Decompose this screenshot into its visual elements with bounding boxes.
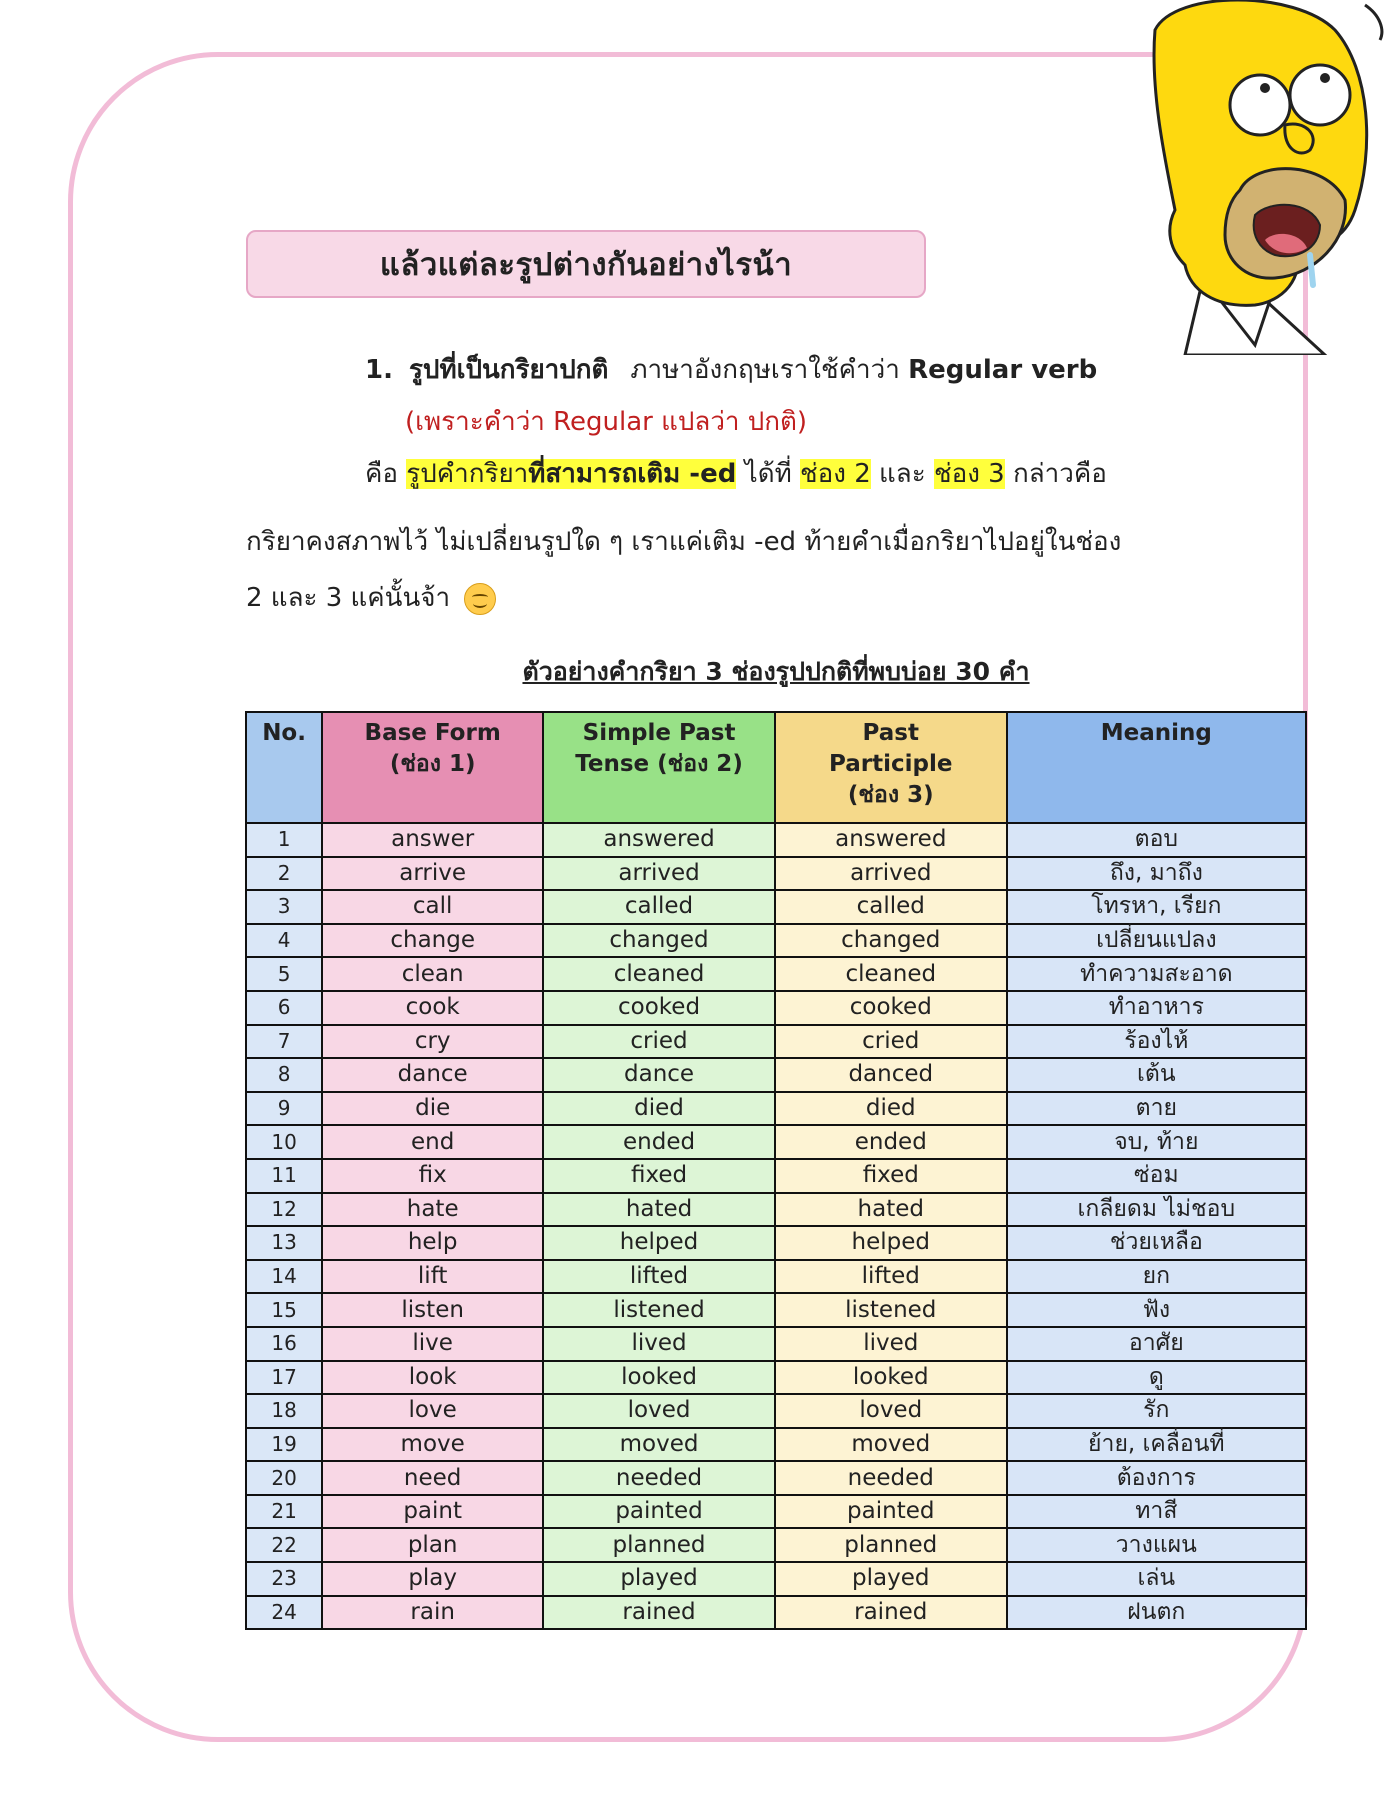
cell-no: 20 <box>246 1461 322 1495</box>
table-row <box>246 1495 1306 1529</box>
cell-no: 8 <box>246 1058 322 1092</box>
cell-base: clean <box>322 957 543 991</box>
cartoon-character-illustration <box>1095 0 1391 355</box>
cell-pp: answered <box>775 823 1007 857</box>
cell-no: 10 <box>246 1125 322 1159</box>
table-row <box>246 1361 1306 1395</box>
cell-past: answered <box>543 823 775 857</box>
cell-meaning: ซ่อม <box>1007 1159 1306 1193</box>
cell-base: end <box>322 1125 543 1159</box>
cell-no: 13 <box>246 1226 322 1260</box>
cell-base: fix <box>322 1159 543 1193</box>
cell-base: need <box>322 1461 543 1495</box>
cell-no: 7 <box>246 1025 322 1059</box>
header-no: No. <box>246 712 322 823</box>
table-row <box>246 1058 1306 1092</box>
cell-base: listen <box>322 1293 543 1327</box>
cell-pp: planned <box>775 1528 1007 1562</box>
cell-pp: danced <box>775 1058 1007 1092</box>
def-mid: ได้ที่ <box>744 459 792 489</box>
cell-pp: loved <box>775 1394 1007 1428</box>
cell-no: 22 <box>246 1528 322 1562</box>
def-highlight-3: ช่อง 3 <box>933 459 1005 489</box>
cell-base: die <box>322 1092 543 1126</box>
cell-meaning: ตอบ <box>1007 823 1306 857</box>
cell-base: look <box>322 1361 543 1395</box>
cell-no: 17 <box>246 1361 322 1395</box>
cell-pp: cooked <box>775 991 1007 1025</box>
cell-base: dance <box>322 1058 543 1092</box>
cell-past: rained <box>543 1596 775 1630</box>
cell-meaning: ร้องไห้ <box>1007 1025 1306 1059</box>
table-row <box>246 1528 1306 1562</box>
cell-no: 19 <box>246 1428 322 1462</box>
cell-pp: lifted <box>775 1260 1007 1294</box>
smiley-icon <box>464 583 496 615</box>
table-row <box>246 1260 1306 1294</box>
header-base-form <box>322 712 543 823</box>
cell-pp: called <box>775 890 1007 924</box>
cell-pp: hated <box>775 1193 1007 1227</box>
cell-pp: played <box>775 1562 1007 1596</box>
verb-table <box>245 711 1307 1630</box>
cell-past: helped <box>543 1226 775 1260</box>
cell-pp: died <box>775 1092 1007 1126</box>
cell-meaning: ทาสี <box>1007 1495 1306 1529</box>
cell-meaning: ย้าย, เคลื่อนที่ <box>1007 1428 1306 1462</box>
cell-pp: cried <box>775 1025 1007 1059</box>
table-row <box>246 1562 1306 1596</box>
cell-base: rain <box>322 1596 543 1630</box>
title-banner <box>246 230 926 298</box>
cell-pp: painted <box>775 1495 1007 1529</box>
section-heading: รูปที่เป็นกริยาปกติ <box>408 355 609 385</box>
cell-meaning: โทรหา, เรียก <box>1007 890 1306 924</box>
cell-no: 16 <box>246 1327 322 1361</box>
cell-no: 11 <box>246 1159 322 1193</box>
cell-no: 23 <box>246 1562 322 1596</box>
cell-past: fixed <box>543 1159 775 1193</box>
cell-base: hate <box>322 1193 543 1227</box>
cell-base: paint <box>322 1495 543 1529</box>
cell-past: listened <box>543 1293 775 1327</box>
cell-meaning: จบ, ท้าย <box>1007 1125 1306 1159</box>
table-row <box>246 1461 1306 1495</box>
table-row <box>246 1428 1306 1462</box>
def-highlight-1a: รูปคำกริยา <box>406 459 529 489</box>
cell-meaning: อาศัย <box>1007 1327 1306 1361</box>
cell-base: move <box>322 1428 543 1462</box>
table-row <box>246 991 1306 1025</box>
cell-no: 14 <box>246 1260 322 1294</box>
cell-meaning: ถึง, มาถึง <box>1007 857 1306 891</box>
header-simple-past <box>543 712 775 823</box>
cell-no: 1 <box>246 823 322 857</box>
cell-past: called <box>543 890 775 924</box>
cell-no: 12 <box>246 1193 322 1227</box>
table-row <box>246 957 1306 991</box>
def-highlight-1b: ที่สามารถเติม -ed <box>528 459 737 489</box>
table-row <box>246 1327 1306 1361</box>
cell-pp: moved <box>775 1428 1007 1462</box>
cell-no: 6 <box>246 991 322 1025</box>
def-end: กล่าวคือ <box>1012 459 1107 489</box>
cell-base: love <box>322 1394 543 1428</box>
cell-past: needed <box>543 1461 775 1495</box>
table-row <box>246 1226 1306 1260</box>
table-row <box>246 1092 1306 1126</box>
table-title: ตัวอย่างคำกริยา 3 ช่องรูปปกติที่พบบ่อย 30 คำ <box>522 657 1030 686</box>
cell-base: live <box>322 1327 543 1361</box>
cell-base: lift <box>322 1260 543 1294</box>
cell-past: looked <box>543 1361 775 1395</box>
cell-pp: helped <box>775 1226 1007 1260</box>
header-pp-line2: Participle <box>829 751 953 777</box>
header-meaning: Meaning <box>1007 712 1306 823</box>
cell-no: 2 <box>246 857 322 891</box>
header-past-participle <box>775 712 1007 823</box>
table-row <box>246 890 1306 924</box>
cell-pp: ended <box>775 1125 1007 1159</box>
cell-no: 3 <box>246 890 322 924</box>
cell-pp: arrived <box>775 857 1007 891</box>
section-text: ภาษาอังกฤษเราใช้คำว่า <box>630 355 900 385</box>
cell-meaning: เล่น <box>1007 1562 1306 1596</box>
cell-base: help <box>322 1226 543 1260</box>
definition-line <box>365 456 1107 492</box>
cell-pp: cleaned <box>775 957 1007 991</box>
section-note: (เพราะคำว่า Regular แปลว่า ปกติ) <box>405 407 808 437</box>
cell-meaning: วางแผน <box>1007 1528 1306 1562</box>
table-row <box>246 857 1306 891</box>
cell-pp: looked <box>775 1361 1007 1395</box>
cell-meaning: ทำความสะอาด <box>1007 957 1306 991</box>
cell-past: changed <box>543 924 775 958</box>
table-row <box>246 1596 1306 1630</box>
cell-past: died <box>543 1092 775 1126</box>
cell-past: moved <box>543 1428 775 1462</box>
section-heading-line <box>365 352 1097 388</box>
cell-past: arrived <box>543 857 775 891</box>
section-number: 1. <box>365 355 393 385</box>
page-title: แล้วแต่ละรูปต่างกันอย่างไรน้า <box>379 247 793 283</box>
cell-pp: fixed <box>775 1159 1007 1193</box>
cell-no: 5 <box>246 957 322 991</box>
cell-pp: needed <box>775 1461 1007 1495</box>
table-row <box>246 1293 1306 1327</box>
table-header-row <box>246 712 1306 823</box>
explanation-line-2-text: 2 และ 3 แค่นั้นจ้า <box>246 583 451 613</box>
cell-past: ended <box>543 1125 775 1159</box>
cell-no: 24 <box>246 1596 322 1630</box>
cell-base: call <box>322 890 543 924</box>
cell-base: answer <box>322 823 543 857</box>
cell-meaning: ช่วยเหลือ <box>1007 1226 1306 1260</box>
cell-past: lifted <box>543 1260 775 1294</box>
cell-meaning: ฟัง <box>1007 1293 1306 1327</box>
cell-meaning: ดู <box>1007 1361 1306 1395</box>
def-highlight-2: ช่อง 2 <box>800 459 871 489</box>
def-and: และ <box>879 459 926 489</box>
header-pp-line3: (ช่อง 3) <box>847 782 934 808</box>
cell-base: play <box>322 1562 543 1596</box>
table-row <box>246 1193 1306 1227</box>
table-row <box>246 1394 1306 1428</box>
cell-pp: lived <box>775 1327 1007 1361</box>
def-prefix: คือ <box>365 459 399 489</box>
cell-base: arrive <box>322 857 543 891</box>
cell-no: 18 <box>246 1394 322 1428</box>
explanation-line-1: กริยาคงสภาพไว้ ไม่เปลี่ยนรูปใด ๆ เราแค่เติม -ed ท้ายคำเมื่อกริยาไปอยู่ในช่อง <box>246 527 1122 557</box>
cell-meaning: รัก <box>1007 1394 1306 1428</box>
header-past-line1: Simple Past <box>582 720 736 746</box>
cell-meaning: ยก <box>1007 1260 1306 1294</box>
table-row <box>246 1159 1306 1193</box>
cell-past: played <box>543 1562 775 1596</box>
cell-meaning: ฝนตก <box>1007 1596 1306 1630</box>
verb-table-body <box>246 823 1306 1629</box>
table-row <box>246 823 1306 857</box>
table-row <box>246 924 1306 958</box>
cell-past: planned <box>543 1528 775 1562</box>
table-row <box>246 1125 1306 1159</box>
cell-past: loved <box>543 1394 775 1428</box>
cell-meaning: เกลียดม ไม่ชอบ <box>1007 1193 1306 1227</box>
cell-no: 21 <box>246 1495 322 1529</box>
cell-base: cook <box>322 991 543 1025</box>
cell-base: cry <box>322 1025 543 1059</box>
cell-meaning: ต้องการ <box>1007 1461 1306 1495</box>
cell-past: cried <box>543 1025 775 1059</box>
cell-past: dance <box>543 1058 775 1092</box>
cell-past: cooked <box>543 991 775 1025</box>
cell-past: cleaned <box>543 957 775 991</box>
cell-base: change <box>322 924 543 958</box>
cell-base: plan <box>322 1528 543 1562</box>
def-highlight-1 <box>406 459 736 489</box>
cell-pp: changed <box>775 924 1007 958</box>
cell-meaning: ตาย <box>1007 1092 1306 1126</box>
cell-meaning: เปลี่ยนแปลง <box>1007 924 1306 958</box>
header-past-line2: Tense (ช่อง 2) <box>575 751 743 777</box>
cell-meaning: ทำอาหาร <box>1007 991 1306 1025</box>
cell-past: painted <box>543 1495 775 1529</box>
cell-past: lived <box>543 1327 775 1361</box>
cell-no: 9 <box>246 1092 322 1126</box>
cell-pp: listened <box>775 1293 1007 1327</box>
cell-no: 15 <box>246 1293 322 1327</box>
cell-pp: rained <box>775 1596 1007 1630</box>
cell-meaning: เต้น <box>1007 1058 1306 1092</box>
table-row <box>246 1025 1306 1059</box>
header-pp-line1: Past <box>862 720 919 746</box>
explanation-line-2 <box>246 580 496 616</box>
header-base-line2: (ช่อง 1) <box>389 751 476 777</box>
cell-no: 4 <box>246 924 322 958</box>
cell-past: hated <box>543 1193 775 1227</box>
section-term: Regular verb <box>908 355 1098 385</box>
header-base-line1: Base Form <box>364 720 501 746</box>
